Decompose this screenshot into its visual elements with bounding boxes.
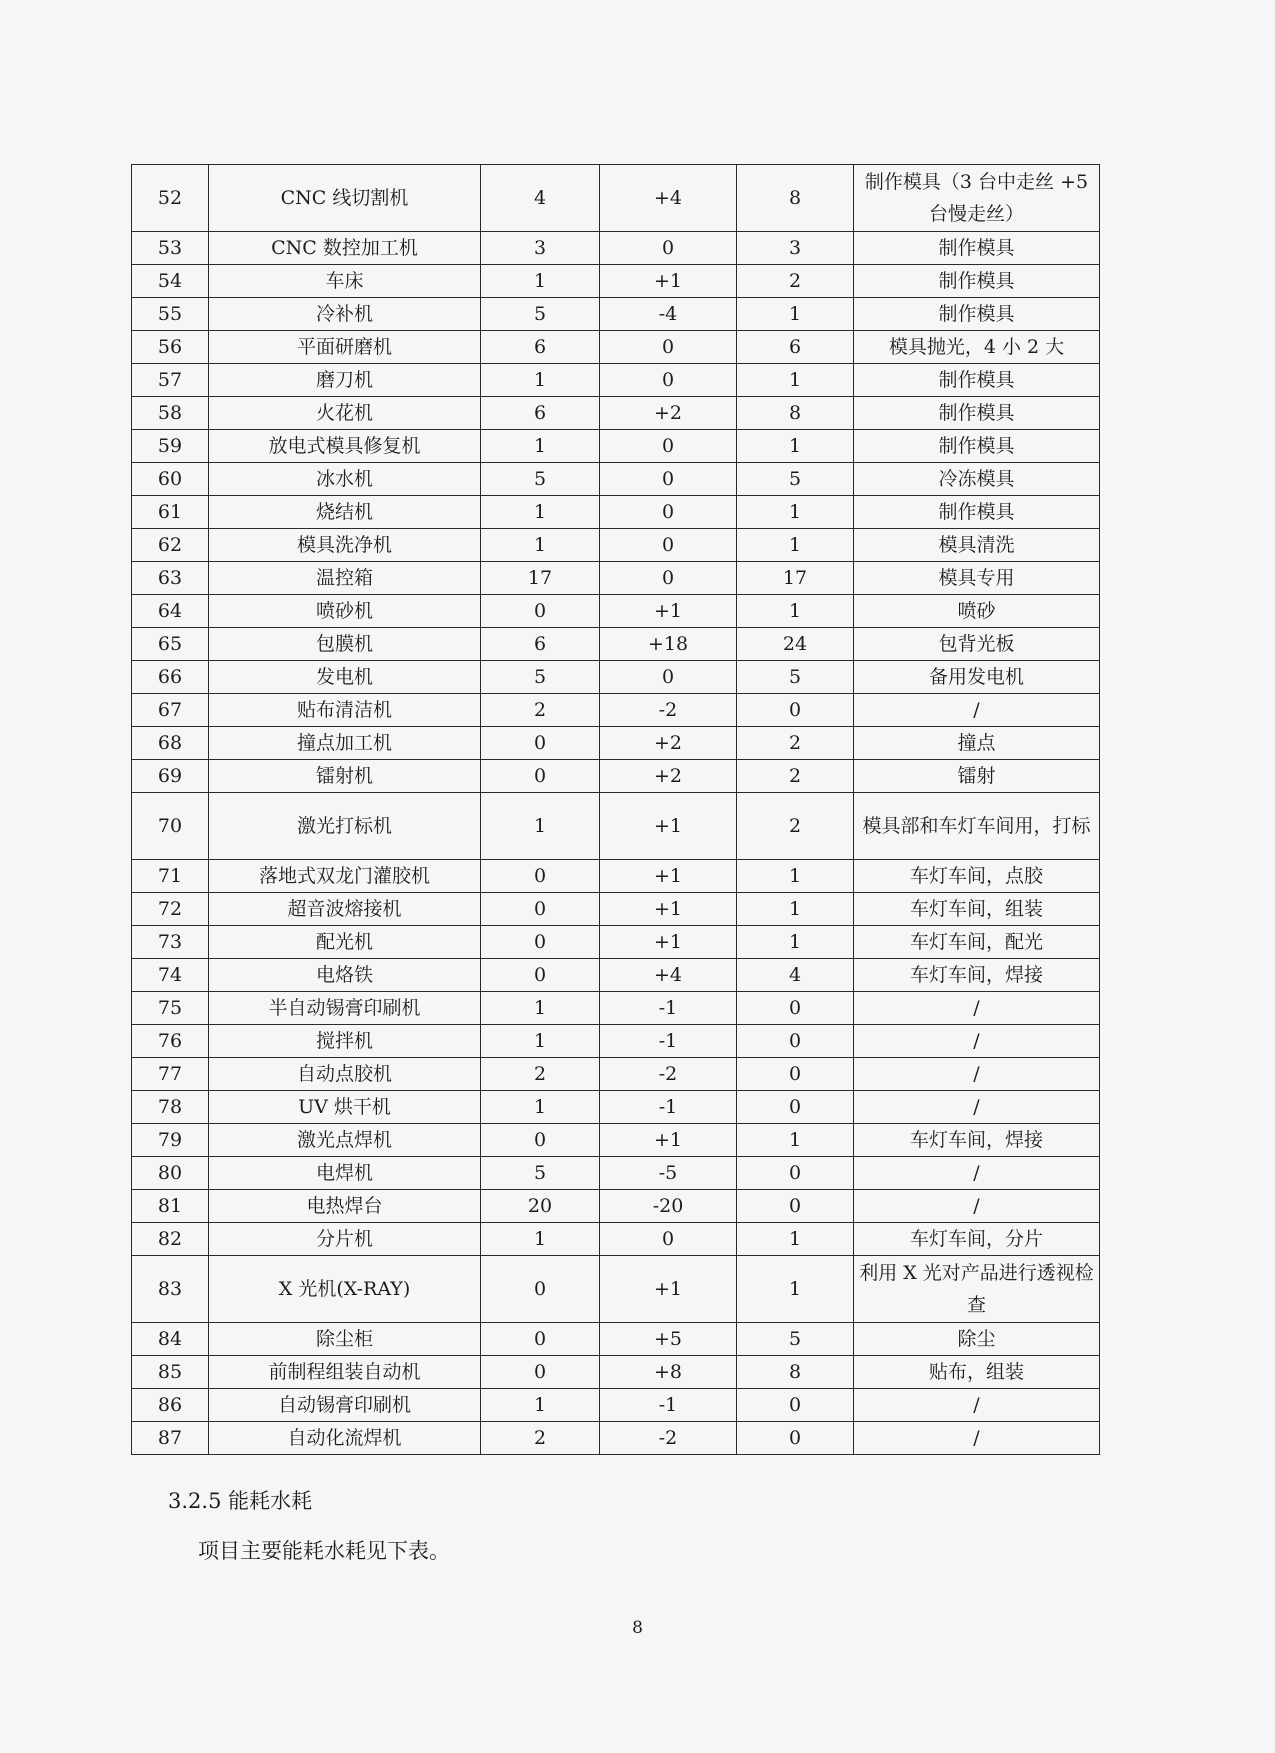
change-count-cell: -20 [600, 1190, 737, 1223]
change-count-cell: 0 [600, 331, 737, 364]
table-row [132, 496, 1100, 529]
row-number-cell: 80 [132, 1157, 209, 1190]
total-count-cell: 0 [737, 1190, 854, 1223]
table-row [132, 1223, 1100, 1256]
table-row [132, 1323, 1100, 1356]
note-cell: 喷砂 [854, 595, 1100, 628]
change-count-cell: +4 [600, 165, 737, 232]
total-count-cell: 2 [737, 265, 854, 298]
table-row [132, 430, 1100, 463]
total-count-cell: 0 [737, 1389, 854, 1422]
change-count-cell: -5 [600, 1157, 737, 1190]
equipment-name-cell: 包膜机 [209, 628, 481, 661]
row-number-cell: 68 [132, 727, 209, 760]
change-count-cell: -1 [600, 992, 737, 1025]
equipment-name-cell: 模具洗净机 [209, 529, 481, 562]
table-row [132, 860, 1100, 893]
change-count-cell: +1 [600, 893, 737, 926]
row-number-cell: 54 [132, 265, 209, 298]
equipment-name-cell: 烧结机 [209, 496, 481, 529]
note-cell: 制作模具（3 台中走丝 +5 台慢走丝） [854, 165, 1100, 232]
row-number-cell: 59 [132, 430, 209, 463]
original-count-cell: 2 [481, 1058, 600, 1091]
note-cell: / [854, 1025, 1100, 1058]
equipment-name-cell: 电烙铁 [209, 959, 481, 992]
original-count-cell: 3 [481, 232, 600, 265]
table-row [132, 1124, 1100, 1157]
change-count-cell: 0 [600, 496, 737, 529]
row-number-cell: 75 [132, 992, 209, 1025]
equipment-name-cell: 冷补机 [209, 298, 481, 331]
table-row [132, 959, 1100, 992]
equipment-name-cell: 激光打标机 [209, 793, 481, 860]
equipment-name-cell: 电热焊台 [209, 1190, 481, 1223]
total-count-cell: 0 [737, 1058, 854, 1091]
original-count-cell: 1 [481, 529, 600, 562]
equipment-name-cell: CNC 数控加工机 [209, 232, 481, 265]
original-count-cell: 0 [481, 1124, 600, 1157]
row-number-cell: 57 [132, 364, 209, 397]
row-number-cell: 71 [132, 860, 209, 893]
equipment-name-cell: 温控箱 [209, 562, 481, 595]
table-row [132, 661, 1100, 694]
row-number-cell: 60 [132, 463, 209, 496]
change-count-cell: +1 [600, 860, 737, 893]
note-cell: 车灯车间，组装 [854, 893, 1100, 926]
note-cell: 制作模具 [854, 364, 1100, 397]
change-count-cell: +1 [600, 1124, 737, 1157]
note-cell: 制作模具 [854, 430, 1100, 463]
table-row [132, 364, 1100, 397]
original-count-cell: 4 [481, 165, 600, 232]
equipment-name-cell: CNC 线切割机 [209, 165, 481, 232]
equipment-name-cell: 发电机 [209, 661, 481, 694]
table-row [132, 1190, 1100, 1223]
note-cell: 车灯车间，焊接 [854, 1124, 1100, 1157]
note-cell: / [854, 1190, 1100, 1223]
note-cell: 制作模具 [854, 298, 1100, 331]
original-count-cell: 0 [481, 727, 600, 760]
original-count-cell: 6 [481, 397, 600, 430]
note-cell: 制作模具 [854, 397, 1100, 430]
note-cell: / [854, 694, 1100, 727]
total-count-cell: 0 [737, 1025, 854, 1058]
original-count-cell: 0 [481, 595, 600, 628]
equipment-name-cell: UV 烘干机 [209, 1091, 481, 1124]
note-cell: 制作模具 [854, 232, 1100, 265]
original-count-cell: 6 [481, 331, 600, 364]
equipment-name-cell: 自动锡膏印刷机 [209, 1389, 481, 1422]
row-number-cell: 76 [132, 1025, 209, 1058]
original-count-cell: 1 [481, 992, 600, 1025]
change-count-cell: -4 [600, 298, 737, 331]
table-row [132, 331, 1100, 364]
table-row [132, 595, 1100, 628]
row-number-cell: 77 [132, 1058, 209, 1091]
original-count-cell: 0 [481, 926, 600, 959]
row-number-cell: 66 [132, 661, 209, 694]
row-number-cell: 74 [132, 959, 209, 992]
note-cell: / [854, 1157, 1100, 1190]
equipment-name-cell: 电焊机 [209, 1157, 481, 1190]
change-count-cell: 0 [600, 364, 737, 397]
equipment-name-cell: 平面研磨机 [209, 331, 481, 364]
row-number-cell: 63 [132, 562, 209, 595]
total-count-cell: 1 [737, 1256, 854, 1323]
table-row [132, 1025, 1100, 1058]
change-count-cell: +1 [600, 793, 737, 860]
change-count-cell: +1 [600, 1256, 737, 1323]
note-cell: / [854, 992, 1100, 1025]
table-row [132, 1157, 1100, 1190]
table-row [132, 1058, 1100, 1091]
total-count-cell: 6 [737, 331, 854, 364]
note-cell: 镭射 [854, 760, 1100, 793]
original-count-cell: 1 [481, 1091, 600, 1124]
equipment-name-cell: X 光机(X-RAY) [209, 1256, 481, 1323]
equipment-table [131, 164, 1100, 1455]
table-row [132, 529, 1100, 562]
row-number-cell: 78 [132, 1091, 209, 1124]
table-row [132, 727, 1100, 760]
equipment-name-cell: 分片机 [209, 1223, 481, 1256]
total-count-cell: 2 [737, 727, 854, 760]
change-count-cell: 0 [600, 562, 737, 595]
equipment-name-cell: 镭射机 [209, 760, 481, 793]
table-row [132, 1389, 1100, 1422]
row-number-cell: 53 [132, 232, 209, 265]
original-count-cell: 0 [481, 1256, 600, 1323]
note-cell: 车灯车间，配光 [854, 926, 1100, 959]
table-row [132, 463, 1100, 496]
row-number-cell: 55 [132, 298, 209, 331]
note-cell: 模具专用 [854, 562, 1100, 595]
total-count-cell: 1 [737, 1124, 854, 1157]
change-count-cell: 0 [600, 1223, 737, 1256]
note-cell: 车灯车间，焊接 [854, 959, 1100, 992]
total-count-cell: 1 [737, 298, 854, 331]
original-count-cell: 0 [481, 1323, 600, 1356]
table-row [132, 628, 1100, 661]
page-number: 8 [632, 1618, 643, 1638]
original-count-cell: 0 [481, 959, 600, 992]
change-count-cell: -1 [600, 1025, 737, 1058]
total-count-cell: 24 [737, 628, 854, 661]
original-count-cell: 20 [481, 1190, 600, 1223]
note-cell: / [854, 1422, 1100, 1455]
intro-paragraph: 项目主要能耗水耗见下表。 [198, 1539, 450, 1563]
row-number-cell: 69 [132, 760, 209, 793]
original-count-cell: 1 [481, 793, 600, 860]
row-number-cell: 81 [132, 1190, 209, 1223]
total-count-cell: 1 [737, 430, 854, 463]
change-count-cell: +1 [600, 265, 737, 298]
change-count-cell: -1 [600, 1091, 737, 1124]
equipment-name-cell: 落地式双龙门灌胶机 [209, 860, 481, 893]
row-number-cell: 72 [132, 893, 209, 926]
original-count-cell: 1 [481, 1223, 600, 1256]
change-count-cell: -2 [600, 694, 737, 727]
table-row [132, 397, 1100, 430]
equipment-name-cell: 喷砂机 [209, 595, 481, 628]
table-row [132, 562, 1100, 595]
equipment-name-cell: 除尘柜 [209, 1323, 481, 1356]
row-number-cell: 83 [132, 1256, 209, 1323]
original-count-cell: 5 [481, 463, 600, 496]
table-row [132, 1091, 1100, 1124]
total-count-cell: 2 [737, 793, 854, 860]
note-cell: 车灯车间，分片 [854, 1223, 1100, 1256]
note-cell: 撞点 [854, 727, 1100, 760]
change-count-cell: 0 [600, 232, 737, 265]
table-row [132, 760, 1100, 793]
total-count-cell: 1 [737, 860, 854, 893]
note-cell: 模具抛光，4 小 2 大 [854, 331, 1100, 364]
row-number-cell: 64 [132, 595, 209, 628]
equipment-name-cell: 冰水机 [209, 463, 481, 496]
row-number-cell: 65 [132, 628, 209, 661]
original-count-cell: 17 [481, 562, 600, 595]
row-number-cell: 87 [132, 1422, 209, 1455]
total-count-cell: 5 [737, 661, 854, 694]
original-count-cell: 0 [481, 860, 600, 893]
change-count-cell: +1 [600, 595, 737, 628]
table-row [132, 1256, 1100, 1323]
table-row [132, 265, 1100, 298]
table-row [132, 793, 1100, 860]
total-count-cell: 0 [737, 694, 854, 727]
table-row [132, 926, 1100, 959]
equipment-name-cell: 超音波熔接机 [209, 893, 481, 926]
total-count-cell: 0 [737, 1157, 854, 1190]
change-count-cell: +2 [600, 727, 737, 760]
table-row [132, 165, 1100, 232]
table-row [132, 1422, 1100, 1455]
table-row [132, 694, 1100, 727]
original-count-cell: 1 [481, 265, 600, 298]
equipment-name-cell: 配光机 [209, 926, 481, 959]
total-count-cell: 1 [737, 364, 854, 397]
note-cell: / [854, 1389, 1100, 1422]
change-count-cell: 0 [600, 463, 737, 496]
total-count-cell: 0 [737, 1422, 854, 1455]
row-number-cell: 86 [132, 1389, 209, 1422]
total-count-cell: 1 [737, 893, 854, 926]
note-cell: 车灯车间，点胶 [854, 860, 1100, 893]
note-cell: 制作模具 [854, 496, 1100, 529]
row-number-cell: 70 [132, 793, 209, 860]
original-count-cell: 5 [481, 298, 600, 331]
equipment-name-cell: 自动点胶机 [209, 1058, 481, 1091]
original-count-cell: 2 [481, 1422, 600, 1455]
total-count-cell: 0 [737, 992, 854, 1025]
change-count-cell: -2 [600, 1058, 737, 1091]
original-count-cell: 1 [481, 1025, 600, 1058]
total-count-cell: 0 [737, 1091, 854, 1124]
original-count-cell: 0 [481, 893, 600, 926]
equipment-name-cell: 前制程组装自动机 [209, 1356, 481, 1389]
equipment-name-cell: 火花机 [209, 397, 481, 430]
note-cell: / [854, 1058, 1100, 1091]
change-count-cell: +2 [600, 397, 737, 430]
original-count-cell: 2 [481, 694, 600, 727]
row-number-cell: 62 [132, 529, 209, 562]
total-count-cell: 4 [737, 959, 854, 992]
original-count-cell: 0 [481, 1356, 600, 1389]
total-count-cell: 3 [737, 232, 854, 265]
equipment-table-body [132, 165, 1100, 1455]
total-count-cell: 17 [737, 562, 854, 595]
row-number-cell: 67 [132, 694, 209, 727]
row-number-cell: 82 [132, 1223, 209, 1256]
table-row [132, 893, 1100, 926]
total-count-cell: 5 [737, 463, 854, 496]
original-count-cell: 1 [481, 430, 600, 463]
total-count-cell: 5 [737, 1323, 854, 1356]
note-cell: 利用 X 光对产品进行透视检查 [854, 1256, 1100, 1323]
table-row [132, 298, 1100, 331]
change-count-cell: -1 [600, 1389, 737, 1422]
total-count-cell: 1 [737, 926, 854, 959]
change-count-cell: 0 [600, 661, 737, 694]
equipment-name-cell: 激光点焊机 [209, 1124, 481, 1157]
original-count-cell: 1 [481, 1389, 600, 1422]
row-number-cell: 73 [132, 926, 209, 959]
section-heading: 3.2.5 能耗水耗 [168, 1489, 313, 1513]
row-number-cell: 52 [132, 165, 209, 232]
original-count-cell: 1 [481, 364, 600, 397]
original-count-cell: 5 [481, 1157, 600, 1190]
equipment-name-cell: 放电式模具修复机 [209, 430, 481, 463]
change-count-cell: +2 [600, 760, 737, 793]
change-count-cell: +18 [600, 628, 737, 661]
note-cell: 除尘 [854, 1323, 1100, 1356]
total-count-cell: 2 [737, 760, 854, 793]
note-cell: 备用发电机 [854, 661, 1100, 694]
note-cell: 制作模具 [854, 265, 1100, 298]
change-count-cell: +8 [600, 1356, 737, 1389]
row-number-cell: 84 [132, 1323, 209, 1356]
change-count-cell: +4 [600, 959, 737, 992]
total-count-cell: 8 [737, 165, 854, 232]
note-cell: 模具部和车灯车间用，打标 [854, 793, 1100, 860]
change-count-cell: -2 [600, 1422, 737, 1455]
change-count-cell: +5 [600, 1323, 737, 1356]
total-count-cell: 1 [737, 595, 854, 628]
table-row [132, 1356, 1100, 1389]
change-count-cell: +1 [600, 926, 737, 959]
equipment-name-cell: 车床 [209, 265, 481, 298]
equipment-name-cell: 自动化流焊机 [209, 1422, 481, 1455]
total-count-cell: 1 [737, 1223, 854, 1256]
original-count-cell: 1 [481, 496, 600, 529]
row-number-cell: 58 [132, 397, 209, 430]
row-number-cell: 79 [132, 1124, 209, 1157]
equipment-name-cell: 搅拌机 [209, 1025, 481, 1058]
original-count-cell: 6 [481, 628, 600, 661]
row-number-cell: 61 [132, 496, 209, 529]
original-count-cell: 5 [481, 661, 600, 694]
original-count-cell: 0 [481, 760, 600, 793]
equipment-name-cell: 贴布清洁机 [209, 694, 481, 727]
note-cell: 包背光板 [854, 628, 1100, 661]
total-count-cell: 1 [737, 496, 854, 529]
note-cell: 冷冻模具 [854, 463, 1100, 496]
row-number-cell: 85 [132, 1356, 209, 1389]
change-count-cell: 0 [600, 529, 737, 562]
note-cell: 模具清洗 [854, 529, 1100, 562]
note-cell: / [854, 1091, 1100, 1124]
note-cell: 贴布，组装 [854, 1356, 1100, 1389]
equipment-name-cell: 磨刀机 [209, 364, 481, 397]
total-count-cell: 1 [737, 529, 854, 562]
equipment-name-cell: 撞点加工机 [209, 727, 481, 760]
row-number-cell: 56 [132, 331, 209, 364]
change-count-cell: 0 [600, 430, 737, 463]
total-count-cell: 8 [737, 1356, 854, 1389]
equipment-name-cell: 半自动锡膏印刷机 [209, 992, 481, 1025]
total-count-cell: 8 [737, 397, 854, 430]
table-row [132, 992, 1100, 1025]
table-row [132, 232, 1100, 265]
